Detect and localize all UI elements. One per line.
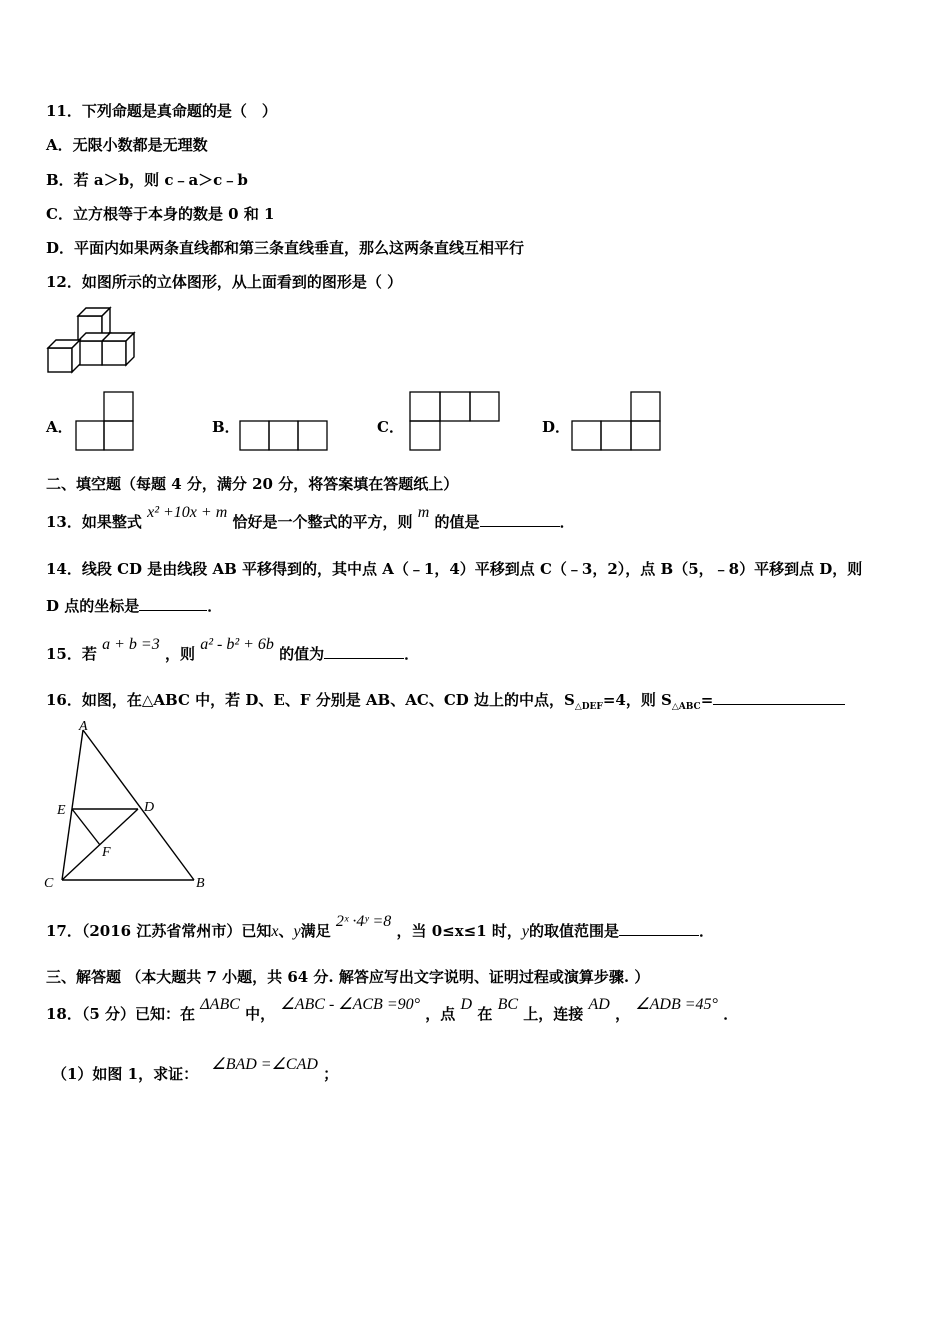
q12-option-b-figure (239, 420, 329, 451)
q17 (46, 913, 715, 942)
q15-mid: ，则 (164, 645, 195, 663)
label-b: B (196, 876, 205, 891)
q15 (46, 636, 420, 665)
q15-condition: a + b =3 (102, 636, 160, 653)
q18 (46, 996, 739, 1025)
q16-answer-blank[interactable] (713, 690, 845, 705)
q18-comma2: ， (615, 1005, 631, 1023)
q16-mid: =4，则 S (602, 691, 672, 709)
q16 (46, 690, 845, 717)
triangle-figure (40, 718, 220, 894)
q11-option-c: C．立方根等于本身的数是 0 和 1 (46, 205, 275, 223)
q13-expression: x² +10x + m (147, 504, 228, 521)
q12-stem: 12．如图所示的立体图形，从上面看到的图形是（ ） (46, 273, 403, 291)
q12-option-c-label: C． (377, 418, 404, 436)
q18-segment-bc: BC (497, 996, 519, 1013)
q18-zai: 在 (477, 1005, 493, 1023)
q18-part1-pre: （1）如图 1，求证： (52, 1065, 199, 1083)
q17-post: 的取值范围是 (528, 922, 619, 940)
label-f: F (102, 845, 111, 860)
q14-line2-text: D 点的坐标是 (46, 597, 140, 615)
solid-figure (46, 308, 138, 378)
q16-text: 16．如图，在△ABC 中，若 D、E、F 分别是 AB、AC、CD 边上的中点，S (46, 691, 575, 709)
q18-part1-expression: ∠BAD =∠CAD (211, 1056, 318, 1073)
label-a: A (79, 719, 88, 734)
q18-part1 (52, 1056, 339, 1085)
q13-end: ． (559, 513, 575, 531)
q14-line2 (46, 596, 222, 616)
q12-option-d-figure (571, 391, 663, 451)
q15-expression: a² - b² + 6b (200, 636, 274, 653)
q12-option-a-figure (75, 391, 135, 451)
q13-variable: m (417, 504, 430, 521)
q13-mid: 恰好是一个整式的平方，则 (232, 513, 413, 531)
q12-option-a-label: A． (46, 418, 73, 436)
q11-option-a: A．无限小数都是无理数 (46, 136, 208, 154)
q15-pre: 15．若 (46, 645, 97, 663)
q17-expression: 2ˣ ·4ʸ =8 (335, 913, 392, 930)
q14-end: ． (207, 597, 223, 615)
q17-pre: 17．（2016 江苏省常州市）已知 (46, 922, 272, 940)
q15-answer-blank[interactable] (324, 644, 404, 659)
q16-eq: = (700, 691, 714, 709)
q18-angle-condition: ∠ABC - ∠ACB =90° (280, 996, 421, 1013)
q14-answer-blank[interactable] (139, 596, 207, 611)
side-ab (83, 730, 194, 880)
q17-y: y (293, 923, 301, 940)
q18-zh: 中， (245, 1005, 276, 1023)
q18-period: ． (723, 1005, 739, 1023)
section-2-heading: 二、填空题（每题 4 分，满分 20 分，将答案填在答题纸上） (46, 475, 459, 493)
q18-comma: ，点 (425, 1005, 456, 1023)
segment-ef (72, 809, 100, 845)
q18-pre: 18．（5 分）已知：在 (46, 1005, 196, 1023)
q13-pre: 13．如果整式 (46, 513, 142, 531)
q17-end: ． (699, 922, 715, 940)
label-c: C (44, 876, 54, 891)
q14-line1: 14．线段 CD 是由线段 AB 平移得到的，其中点 A（﹣1，4）平移到点 C（﹣3，2），点 B（5，﹣8）平移到点 D，则 (46, 560, 863, 578)
q12-option-b-label: B． (212, 418, 240, 436)
q13-answer-blank[interactable] (480, 512, 560, 527)
q17-sep: 、 (278, 922, 294, 940)
q17-answer-blank[interactable] (619, 921, 699, 936)
section-3-heading: 三、解答题 （本大题共 7 小题，共 64 分. 解答应写出文字说明、证明过程或演算步骤. ） (46, 968, 650, 986)
q18-segment-ad: AD (588, 996, 610, 1013)
q11-option-b: B．若 a＞b，则 c﹣a＞c﹣b (46, 171, 248, 189)
q18-shang: 上，连接 (523, 1005, 584, 1023)
q18-point-d: D (460, 996, 473, 1013)
q16-sub-abc: △ABC (671, 702, 701, 712)
label-d: D (144, 800, 155, 815)
q11-option-d: D．平面内如果两条直线都和第三条直线垂直，那么这两条直线互相平行 (46, 239, 525, 257)
q17-y2: y (521, 923, 529, 940)
q17-x: x (271, 923, 279, 940)
q15-end: ． (404, 645, 420, 663)
q12-option-c-figure (409, 391, 501, 451)
q18-part1-end: ； (323, 1065, 339, 1083)
q18-angle-adb: ∠ADB =45° (635, 996, 718, 1013)
q13 (46, 504, 575, 533)
q17-cond: ，当 0≤x≤1 时， (396, 922, 522, 940)
q15-post: 的值为 (279, 645, 325, 663)
q16-sub-def: △DEF (574, 702, 603, 712)
q18-triangle: ΔABC (200, 996, 240, 1013)
label-e: E (57, 803, 66, 818)
q17-mid: 满足 (300, 922, 331, 940)
q12-option-d-label: D． (542, 418, 571, 436)
q13-post: 的值是 (434, 513, 480, 531)
q11-stem: 11．下列命题是真命题的是（ ） (46, 102, 277, 120)
